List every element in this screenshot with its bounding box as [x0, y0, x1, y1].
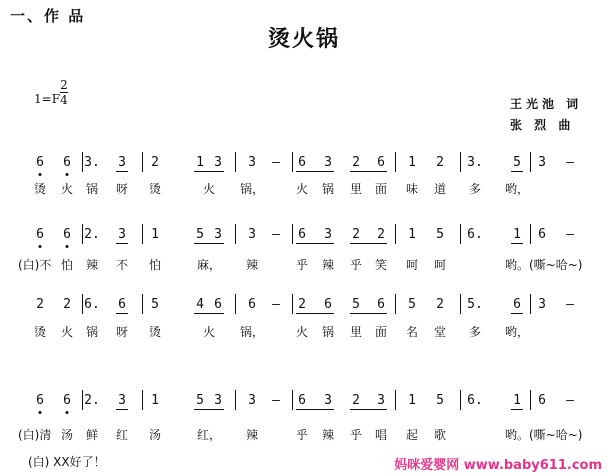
note: 6: [36, 227, 44, 242]
note: 1: [151, 227, 159, 242]
bar-line: [292, 224, 293, 244]
section-label: 一、作 品: [10, 7, 86, 25]
key-label: 1=F: [34, 92, 61, 106]
lyric-syllable: 笑: [374, 258, 388, 272]
note: 6: [63, 393, 71, 408]
beam-underline: [194, 243, 224, 244]
note: 2: [436, 297, 444, 312]
note: 1: [513, 393, 521, 408]
note: 1: [408, 393, 416, 408]
bar-line: [142, 224, 143, 244]
lyric-syllable: 里: [349, 182, 363, 196]
lyric-syllable: 鲜: [85, 428, 99, 442]
lyric-syllable: 火: [295, 325, 309, 339]
bar-line: [292, 390, 293, 410]
note: 3: [118, 227, 126, 242]
lyric-syllable: 多: [468, 182, 482, 196]
note: 5: [513, 155, 521, 170]
note: 6: [36, 155, 44, 170]
lyric-syllable: 呵: [405, 258, 419, 272]
lyric-syllable: 辣: [85, 258, 99, 272]
meter-top: 2: [60, 78, 68, 92]
note: 6.: [467, 393, 483, 408]
lyric-syllable: 哟，: [504, 182, 530, 196]
bar-line: [460, 294, 461, 314]
beam-underline: [350, 171, 387, 172]
note: –: [566, 155, 574, 170]
lyric-syllable: (白)清: [18, 428, 52, 442]
beam-underline: [296, 171, 334, 172]
note: –: [566, 393, 574, 408]
lyric-syllable: 唱: [374, 428, 388, 442]
lyric-syllable: 名: [405, 325, 419, 339]
lyric-syllable: 辣: [321, 258, 335, 272]
beam-underline: [350, 313, 387, 314]
lyricist-credit: 王光池 词: [510, 97, 583, 111]
note: 5: [196, 393, 204, 408]
bar-line: [530, 224, 531, 244]
note: 5: [352, 297, 360, 312]
lyric-syllable: 哟。(嘶~哈~): [505, 258, 583, 272]
note: –: [566, 297, 574, 312]
note: 3: [214, 393, 222, 408]
note: 6: [377, 155, 385, 170]
note: 5: [436, 227, 444, 242]
lyric-syllable: 麻，: [196, 258, 222, 272]
note: 5: [408, 297, 416, 312]
note: 3: [538, 155, 546, 170]
lyric-syllable: 堂: [433, 325, 447, 339]
note: 1: [408, 155, 416, 170]
bar-line: [292, 152, 293, 172]
note: 3: [248, 393, 256, 408]
lyric-syllable: 乎: [295, 428, 309, 442]
note: 1: [196, 155, 204, 170]
note: 3: [248, 227, 256, 242]
low-octave-dot: [39, 245, 42, 248]
bar-line: [235, 390, 236, 410]
lyric-syllable: 烫: [33, 325, 47, 339]
bar-line: [82, 294, 83, 314]
bar-line: [530, 390, 531, 410]
note: 6: [298, 155, 306, 170]
note: 2: [151, 155, 159, 170]
site-watermark: 妈咪爱婴网 www.baby611.com: [394, 458, 602, 473]
lyric-syllable: 锅: [85, 182, 99, 196]
beam-underline: [194, 171, 224, 172]
note: 6: [513, 297, 521, 312]
beam-underline: [511, 171, 523, 172]
song-title: 烫火锅: [267, 27, 340, 52]
note: 2: [298, 297, 306, 312]
bar-line: [292, 294, 293, 314]
beam-underline: [116, 171, 128, 172]
lyric-syllable: 呀: [115, 325, 129, 339]
lyric-syllable: 呵: [433, 258, 447, 272]
bar-line: [82, 224, 83, 244]
note: 6: [248, 297, 256, 312]
bar-line: [142, 294, 143, 314]
note: 1: [408, 227, 416, 242]
lyric-syllable: 烫: [148, 182, 162, 196]
note: 2: [36, 297, 44, 312]
note: 6: [377, 297, 385, 312]
lyric-syllable: 起: [405, 428, 419, 442]
note: 3: [377, 393, 385, 408]
note: 6: [63, 155, 71, 170]
lyric-syllable: 火: [60, 325, 74, 339]
note: 3: [324, 155, 332, 170]
note: 5.: [467, 297, 483, 312]
bar-line: [235, 294, 236, 314]
note: 3.: [467, 155, 483, 170]
note: 2: [352, 227, 360, 242]
note: 3: [214, 227, 222, 242]
lyric-syllable: 火: [295, 182, 309, 196]
note: 6: [298, 393, 306, 408]
lyric-syllable: 汤: [148, 428, 162, 442]
meter-bottom: 4: [60, 93, 68, 107]
bar-line: [235, 152, 236, 172]
beam-underline: [511, 409, 523, 410]
lyric-syllable: 不: [115, 258, 129, 272]
lyric-syllable: 辣: [245, 258, 259, 272]
note: 2: [63, 297, 71, 312]
note: 6: [298, 227, 306, 242]
lyric-syllable: 哟。(嘶~哈~): [505, 428, 583, 442]
note: 3: [118, 155, 126, 170]
low-octave-dot: [66, 245, 69, 248]
partial-lyric-line: (白) XX好了！: [28, 455, 106, 469]
lyric-syllable: 歌: [433, 428, 447, 442]
note: 6: [538, 393, 546, 408]
bar-line: [460, 224, 461, 244]
beam-underline: [511, 313, 523, 314]
note: 2: [436, 155, 444, 170]
beam-underline: [194, 409, 224, 410]
note: 2: [377, 227, 385, 242]
lyric-syllable: 红，: [196, 428, 222, 442]
beam-underline: [194, 313, 224, 314]
lyric-syllable: 汤: [60, 428, 74, 442]
bar-line: [530, 294, 531, 314]
lyric-syllable: 火: [60, 182, 74, 196]
note: 1: [151, 393, 159, 408]
lyric-syllable: 哟，: [504, 325, 530, 339]
bar-line: [235, 224, 236, 244]
note: 6: [36, 393, 44, 408]
lyric-syllable: 锅，: [239, 325, 265, 339]
beam-underline: [296, 313, 334, 314]
bar-line: [142, 390, 143, 410]
lyric-syllable: 烫: [148, 325, 162, 339]
note: 2: [352, 155, 360, 170]
lyric-syllable: 怕: [148, 258, 162, 272]
note: 1: [513, 227, 521, 242]
beam-underline: [296, 243, 334, 244]
note: 5: [196, 227, 204, 242]
note: 2.: [84, 393, 100, 408]
note: 3: [324, 227, 332, 242]
note: 6: [538, 227, 546, 242]
bar-line: [82, 152, 83, 172]
lyric-syllable: 味: [405, 182, 419, 196]
lyric-syllable: 呀: [115, 182, 129, 196]
lyric-syllable: 道: [433, 182, 447, 196]
note: 3: [118, 393, 126, 408]
note: 5: [436, 393, 444, 408]
lyric-syllable: 面: [374, 325, 388, 339]
beam-underline: [296, 409, 334, 410]
note: –: [566, 227, 574, 242]
bar-line: [395, 152, 396, 172]
low-octave-dot: [39, 411, 42, 414]
lyric-syllable: 锅: [321, 325, 335, 339]
lyric-syllable: 烫: [33, 182, 47, 196]
lyric-syllable: 辣: [321, 428, 335, 442]
note: 3: [248, 155, 256, 170]
note: 3.: [84, 155, 100, 170]
bar-line: [82, 390, 83, 410]
lyric-syllable: 辣: [245, 428, 259, 442]
beam-underline: [116, 243, 128, 244]
note: 3: [214, 155, 222, 170]
note: 4: [196, 297, 204, 312]
bar-line: [530, 152, 531, 172]
lyric-syllable: 面: [374, 182, 388, 196]
note: –: [272, 155, 280, 170]
lyric-syllable: 锅: [85, 325, 99, 339]
lyric-syllable: 火: [202, 325, 216, 339]
beam-underline: [350, 243, 387, 244]
note: 3: [324, 393, 332, 408]
note: –: [272, 393, 280, 408]
low-octave-dot: [39, 173, 42, 176]
lyric-syllable: 乎: [295, 258, 309, 272]
lyric-syllable: 乎: [349, 258, 363, 272]
lyric-syllable: (白)不: [18, 258, 52, 272]
low-octave-dot: [66, 411, 69, 414]
bar-line: [142, 152, 143, 172]
beam-underline: [116, 313, 128, 314]
low-octave-dot: [66, 173, 69, 176]
note: –: [272, 227, 280, 242]
note: 6: [214, 297, 222, 312]
bar-line: [460, 390, 461, 410]
note: 6: [118, 297, 126, 312]
lyric-syllable: 锅: [321, 182, 335, 196]
bar-line: [395, 224, 396, 244]
composer-credit: 张 烈 曲: [510, 118, 575, 132]
note: 6.: [84, 297, 100, 312]
lyric-syllable: 锅，: [239, 182, 265, 196]
beam-underline: [116, 409, 128, 410]
note: 3: [538, 297, 546, 312]
note: 6: [324, 297, 332, 312]
note: 6.: [467, 227, 483, 242]
bar-line: [460, 152, 461, 172]
beam-underline: [350, 409, 387, 410]
note: 2: [352, 393, 360, 408]
bar-line: [395, 390, 396, 410]
lyric-syllable: 乎: [349, 428, 363, 442]
lyric-syllable: 红: [115, 428, 129, 442]
note: 6: [63, 227, 71, 242]
note: 2.: [84, 227, 100, 242]
note: –: [272, 297, 280, 312]
lyric-syllable: 里: [349, 325, 363, 339]
lyric-syllable: 火: [202, 182, 216, 196]
lyric-syllable: 怕: [60, 258, 74, 272]
beam-underline: [511, 243, 523, 244]
note: 5: [151, 297, 159, 312]
lyric-syllable: 多: [468, 325, 482, 339]
bar-line: [395, 294, 396, 314]
